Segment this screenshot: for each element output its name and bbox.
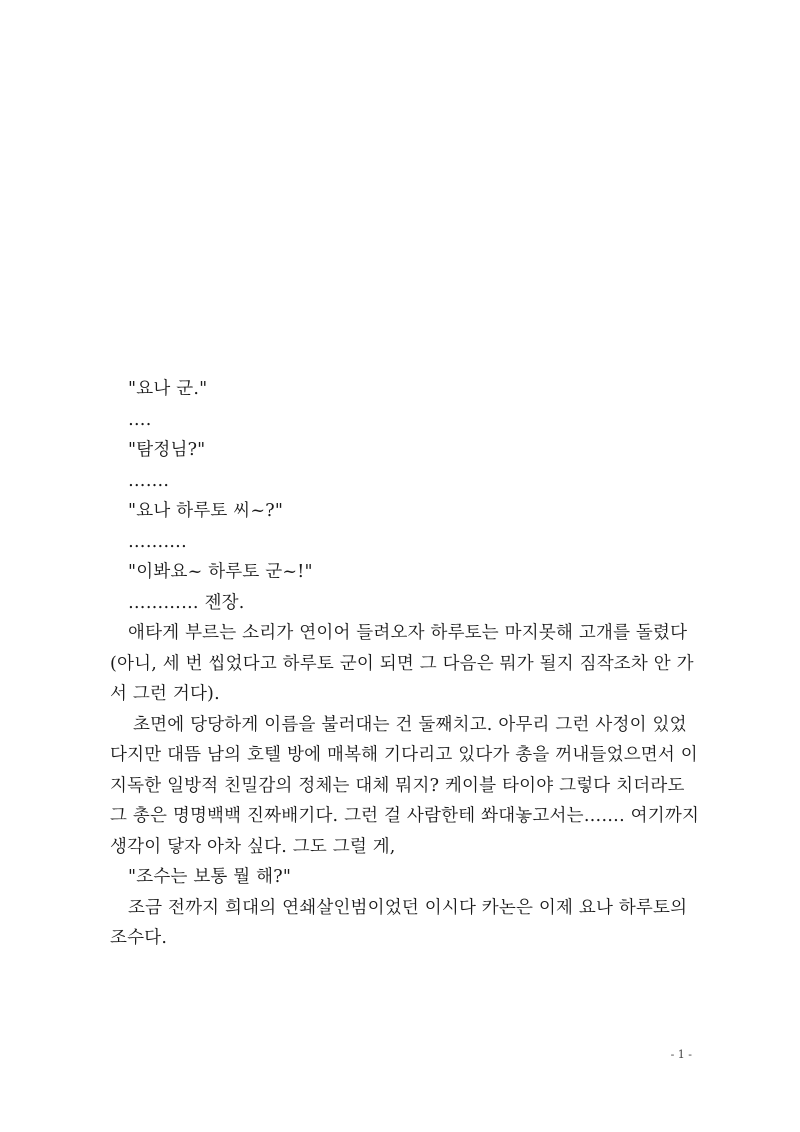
text-line: 조금 전까지 희대의 연쇄살인범이었던 이시다 카논은 이제 요나 하루토의 — [128, 897, 688, 918]
text-line: 다지만 대뜸 남의 호텔 방에 매복해 기다리고 있다가 총을 꺼내들었으면서 이 — [110, 745, 698, 765]
text-line: 애타게 부르는 소리가 연이어 들려오자 하루토는 마지못해 고개를 돌렸다 — [128, 623, 688, 643]
document-body — [110, 374, 700, 954]
text-line: 생각이 닿자 아차 싶다. 그도 그럴 게, — [110, 836, 396, 857]
text-line: 조수다. — [110, 928, 168, 948]
text-line: "요나 하루토 씨~?" — [128, 501, 284, 521]
text-line: ……. — [128, 470, 170, 491]
text-line: "조수는 보통 뭘 해?" — [128, 867, 292, 887]
text-line: "이봐요~ 하루토 군~!" — [128, 562, 313, 582]
text-line: "탐정님?" — [128, 440, 206, 460]
text-line: 그 총은 명명백백 진짜배기다. 그런 걸 사람한테 쏴대놓고서는……. 여기까지 — [110, 806, 700, 826]
text-line: 지독한 일방적 친밀감의 정체는 대체 뭐지? 케이블 타이야 그렇다 치더라도 — [110, 775, 685, 796]
text-line: ………… 젠장. — [128, 592, 245, 613]
page-number: - 1 - — [670, 1048, 692, 1061]
text-line: "요나 군." — [128, 379, 208, 399]
text-line: 초면에 당당하게 이름을 불러대는 건 둘째치고. 아무리 그런 사정이 있었 — [133, 714, 687, 735]
text-line: ………. — [128, 531, 187, 552]
text-line: (아니, 세 번 씹었다고 하루토 군이 되면 그 다음은 뭐가 될지 짐작조차 안 가 — [110, 653, 694, 674]
text-line: …. — [128, 409, 152, 430]
text-line: 서 그런 거다). — [110, 684, 220, 704]
